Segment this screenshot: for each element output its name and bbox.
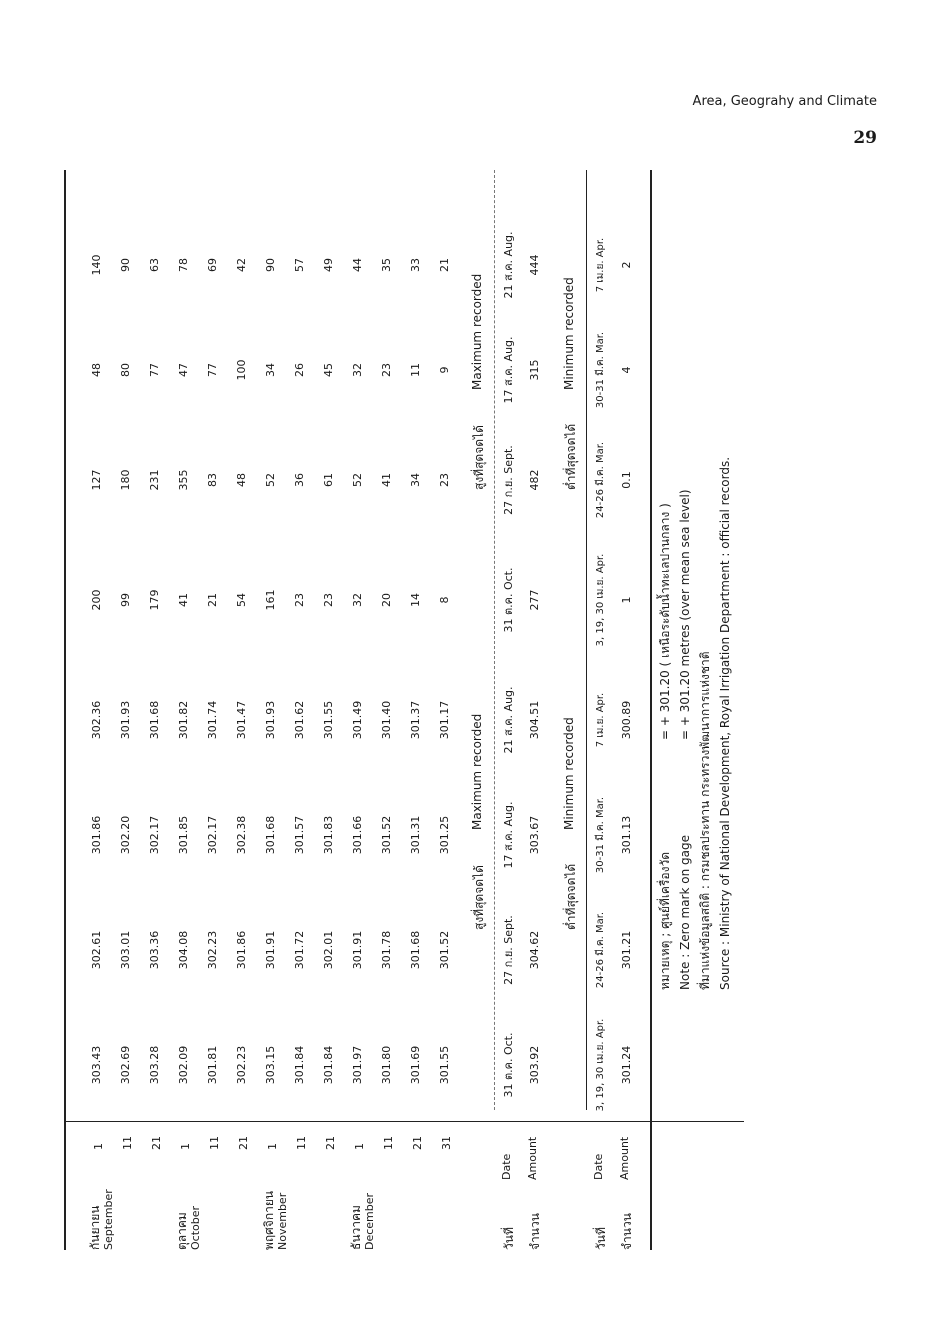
min-amount-cell: 301.21 [620,930,633,970]
top-rule [64,170,66,1250]
data-cell: 301.74 [206,700,219,740]
data-cell: 302.23 [206,930,219,970]
max-amount-cell: 277 [528,589,541,611]
data-cell: 140 [90,254,103,276]
data-cell: 99 [119,593,132,607]
min-date-cell: 3, 19, 30 เม.ย. Apr. [595,553,606,647]
data-cell: 35 [380,258,393,272]
data-cell: 301.17 [438,700,451,740]
min-date-cell: 24-26 มี.ค. Mar. [595,911,606,989]
data-cell: 52 [351,473,364,487]
min-date-cell: 24-26 มี.ค. Mar. [595,441,606,519]
max-amount-cell: 303.92 [528,1045,541,1085]
month-en: September [102,1189,115,1250]
data-cell: 57 [293,258,306,272]
data-cell: 301.85 [177,815,190,855]
data-cell: 100 [235,359,248,381]
data-cell: 301.37 [409,700,422,740]
data-cell: 301.86 [235,930,248,970]
data-cell: 80 [119,363,132,377]
data-cell: 301.82 [177,700,190,740]
data-cell: 301.52 [380,815,393,855]
page-number: 29 [853,128,877,148]
data-cell: 21 [438,258,451,272]
min-rule [586,170,587,1110]
data-cell: 303.15 [264,1045,277,1085]
data-cell: 301.93 [119,700,132,740]
data-cell: 301.55 [438,1045,451,1085]
data-cell: 301.97 [351,1045,364,1085]
data-cell: 302.01 [322,930,335,970]
data-cell: 301.81 [206,1045,219,1085]
max-date-cell: 21 ส.ค. Aug. [502,686,515,754]
data-cell: 41 [380,473,393,487]
data-cell: 301.91 [351,930,364,970]
month-th: กันยายน [88,1205,102,1250]
month-en: December [363,1192,376,1250]
max-amount-cell: 304.62 [528,930,541,970]
max-amount-cell: 304.51 [528,700,541,740]
month-th: ธันวาคม [349,1205,363,1250]
data-cell: 301.68 [148,700,161,740]
data-cell: 302.09 [177,1045,190,1085]
data-cell: 161 [264,589,277,611]
max-date-cell: 27 ก.ย. Sept. [502,445,515,515]
day-number: 1 [266,1143,279,1150]
max-date-en: Date [500,1153,513,1180]
data-cell: 301.66 [351,815,364,855]
min-amount-th: จำนวน [620,1213,634,1250]
data-cell: 47 [177,363,190,377]
rotated-table [60,170,890,1250]
max-amount-cell: 315 [528,359,541,381]
min-amount-en: Amount [618,1136,631,1180]
min-date-cell: 7 เม.ย. Apr. [595,237,606,293]
data-cell: 301.86 [90,815,103,855]
min-amount-cell: 300.89 [620,700,633,740]
data-cell: 48 [90,363,103,377]
min-label-th-2: ต่ำที่สุดจดได้ [564,423,578,490]
data-cell: 301.93 [264,700,277,740]
data-cell: 36 [293,473,306,487]
data-cell: 83 [206,473,219,487]
data-cell: 21 [206,593,219,607]
data-cell: 69 [206,258,219,272]
day-number: 11 [208,1136,221,1150]
data-cell: 355 [177,469,190,491]
data-cell: 302.17 [148,815,161,855]
data-cell: 44 [351,258,364,272]
remark-label: หมายเหตุ ; ศูนย์ที่เครื่องวัด [658,852,672,990]
month-th: ตุลาคม [175,1212,189,1250]
max-label-en-2: Maximum recorded [470,273,484,390]
min-date-cell: 7 เม.ย. Apr. [595,692,606,748]
day-number: 11 [382,1136,395,1150]
max-amount-en: Amount [526,1136,539,1180]
day-number: 1 [353,1143,366,1150]
data-cell: 63 [148,258,161,272]
max-amount-th: จำนวน [528,1213,542,1250]
data-cell: 303.36 [148,930,161,970]
data-cell: 301.52 [438,930,451,970]
min-amount-cell: 2 [620,261,633,269]
data-cell: 302.36 [90,700,103,740]
data-cell: 11 [409,363,422,377]
data-cell: 32 [351,593,364,607]
data-cell: 26 [293,363,306,377]
data-cell: 303.43 [90,1045,103,1085]
max-label-th: สูงที่สุดจดได้ [472,865,486,930]
max-label-th-2: สูงที่สุดจดได้ [472,425,486,490]
data-cell: 302.23 [235,1045,248,1085]
max-amount-cell: 482 [528,469,541,491]
min-amount-cell: 0.1 [620,471,633,489]
data-cell: 301.68 [264,815,277,855]
max-amount-cell: 303.67 [528,815,541,855]
month-en: October [189,1205,202,1250]
data-cell: 77 [148,363,161,377]
max-label-en: Maximum recorded [470,713,484,830]
max-rule [494,170,495,1110]
min-date-en: Date [592,1153,605,1180]
day-number: 21 [150,1136,163,1150]
data-cell: 302.38 [235,815,248,855]
month-en: November [276,1192,289,1250]
day-number: 21 [324,1136,337,1150]
data-cell: 301.57 [293,815,306,855]
data-cell: 23 [293,593,306,607]
data-cell: 34 [409,473,422,487]
min-label-en-2: Minimum recorded [562,277,576,390]
data-cell: 301.62 [293,700,306,740]
max-amount-cell: 444 [528,254,541,276]
data-cell: 179 [148,589,161,611]
source-th: ที่มาแห่งข้อมูลสถิติ : กรมชลประทาน กระทรวงพัฒนาการแห่งชาติ [698,651,712,990]
data-cell: 301.72 [293,930,306,970]
data-cell: 14 [409,593,422,607]
data-cell: 49 [322,258,335,272]
note-value: = + 301.20 metres (over mean sea level) [678,489,692,740]
data-cell: 301.83 [322,815,335,855]
max-date-cell: 31 ต.ค. Oct. [502,1032,515,1098]
data-cell: 45 [322,363,335,377]
note-label: Note : Zero mark on gage [678,835,692,990]
data-cell: 301.84 [322,1045,335,1085]
min-date-cell: 30-31 มี.ค. Mar. [595,796,606,874]
bottom-rule [650,170,652,1250]
data-cell: 302.17 [206,815,219,855]
data-cell: 20 [380,593,393,607]
min-amount-cell: 1 [620,596,633,604]
day-number: 31 [440,1136,453,1150]
data-cell: 23 [438,473,451,487]
max-date-cell: 21 ส.ค. Aug. [502,231,515,299]
min-label-th: ต่ำที่สุดจดได้ [564,863,578,930]
day-number: 11 [121,1136,134,1150]
data-cell: 302.61 [90,930,103,970]
data-cell: 301.68 [409,930,422,970]
day-number: 11 [295,1136,308,1150]
data-cell: 301.80 [380,1045,393,1085]
data-cell: 41 [177,593,190,607]
data-cell: 301.84 [293,1045,306,1085]
data-cell: 90 [119,258,132,272]
data-cell: 303.01 [119,930,132,970]
min-amount-cell: 4 [620,366,633,374]
remark-value: = + 301.20 ( เหนือระดับน้ำทะเลปานกลาง ) [658,503,672,740]
month-th: พฤศจิกายน [262,1190,276,1250]
data-cell: 42 [235,258,248,272]
max-date-th: วันที่ [502,1227,516,1250]
data-cell: 61 [322,473,335,487]
max-date-cell: 17 ส.ค. Aug. [502,801,515,869]
data-cell: 90 [264,258,277,272]
data-cell: 304.08 [177,930,190,970]
max-date-cell: 17 ส.ค. Aug. [502,336,515,404]
day-number: 21 [411,1136,424,1150]
data-cell: 302.20 [119,815,132,855]
day-number: 21 [237,1136,250,1150]
data-cell: 302.69 [119,1045,132,1085]
data-cell: 33 [409,258,422,272]
min-date-cell: 3, 19, 30 เม.ย. Apr. [595,1018,606,1112]
data-cell: 301.69 [409,1045,422,1085]
data-cell: 78 [177,258,190,272]
min-label-en: Minimum recorded [562,717,576,830]
source-en: Source : Ministry of National Development, Royal Irrigation Department : official records. [718,456,732,990]
data-cell: 52 [264,473,277,487]
min-date-th: วันที่ [594,1227,608,1250]
page-header-title: Area, Geograhy and Climate [692,94,877,109]
data-cell: 180 [119,469,132,491]
data-cell: 23 [380,363,393,377]
max-date-cell: 27 ก.ย. Sept. [502,915,515,985]
data-cell: 34 [264,363,277,377]
data-cell: 301.40 [380,700,393,740]
min-date-cell: 30-31 มี.ค. Mar. [595,331,606,409]
min-amount-cell: 301.24 [620,1045,633,1085]
data-cell: 48 [235,473,248,487]
data-cell: 301.91 [264,930,277,970]
day-number: 1 [179,1143,192,1150]
data-cell: 9 [438,366,451,374]
data-cell: 77 [206,363,219,377]
min-amount-cell: 301.13 [620,815,633,855]
data-cell: 231 [148,469,161,491]
data-cell: 301.31 [409,815,422,855]
data-cell: 32 [351,363,364,377]
data-cell: 54 [235,593,248,607]
data-cell: 200 [90,589,103,611]
data-cell: 301.78 [380,930,393,970]
data-cell: 301.49 [351,700,364,740]
data-cell: 301.47 [235,700,248,740]
data-cell: 127 [90,469,103,491]
day-number: 1 [92,1143,105,1150]
data-cell: 301.25 [438,815,451,855]
data-cell: 23 [322,593,335,607]
data-cell: 303.28 [148,1045,161,1085]
max-date-cell: 31 ต.ค. Oct. [502,567,515,633]
data-cell: 8 [438,596,451,604]
data-cell: 301.55 [322,700,335,740]
label-rule [64,1121,744,1122]
